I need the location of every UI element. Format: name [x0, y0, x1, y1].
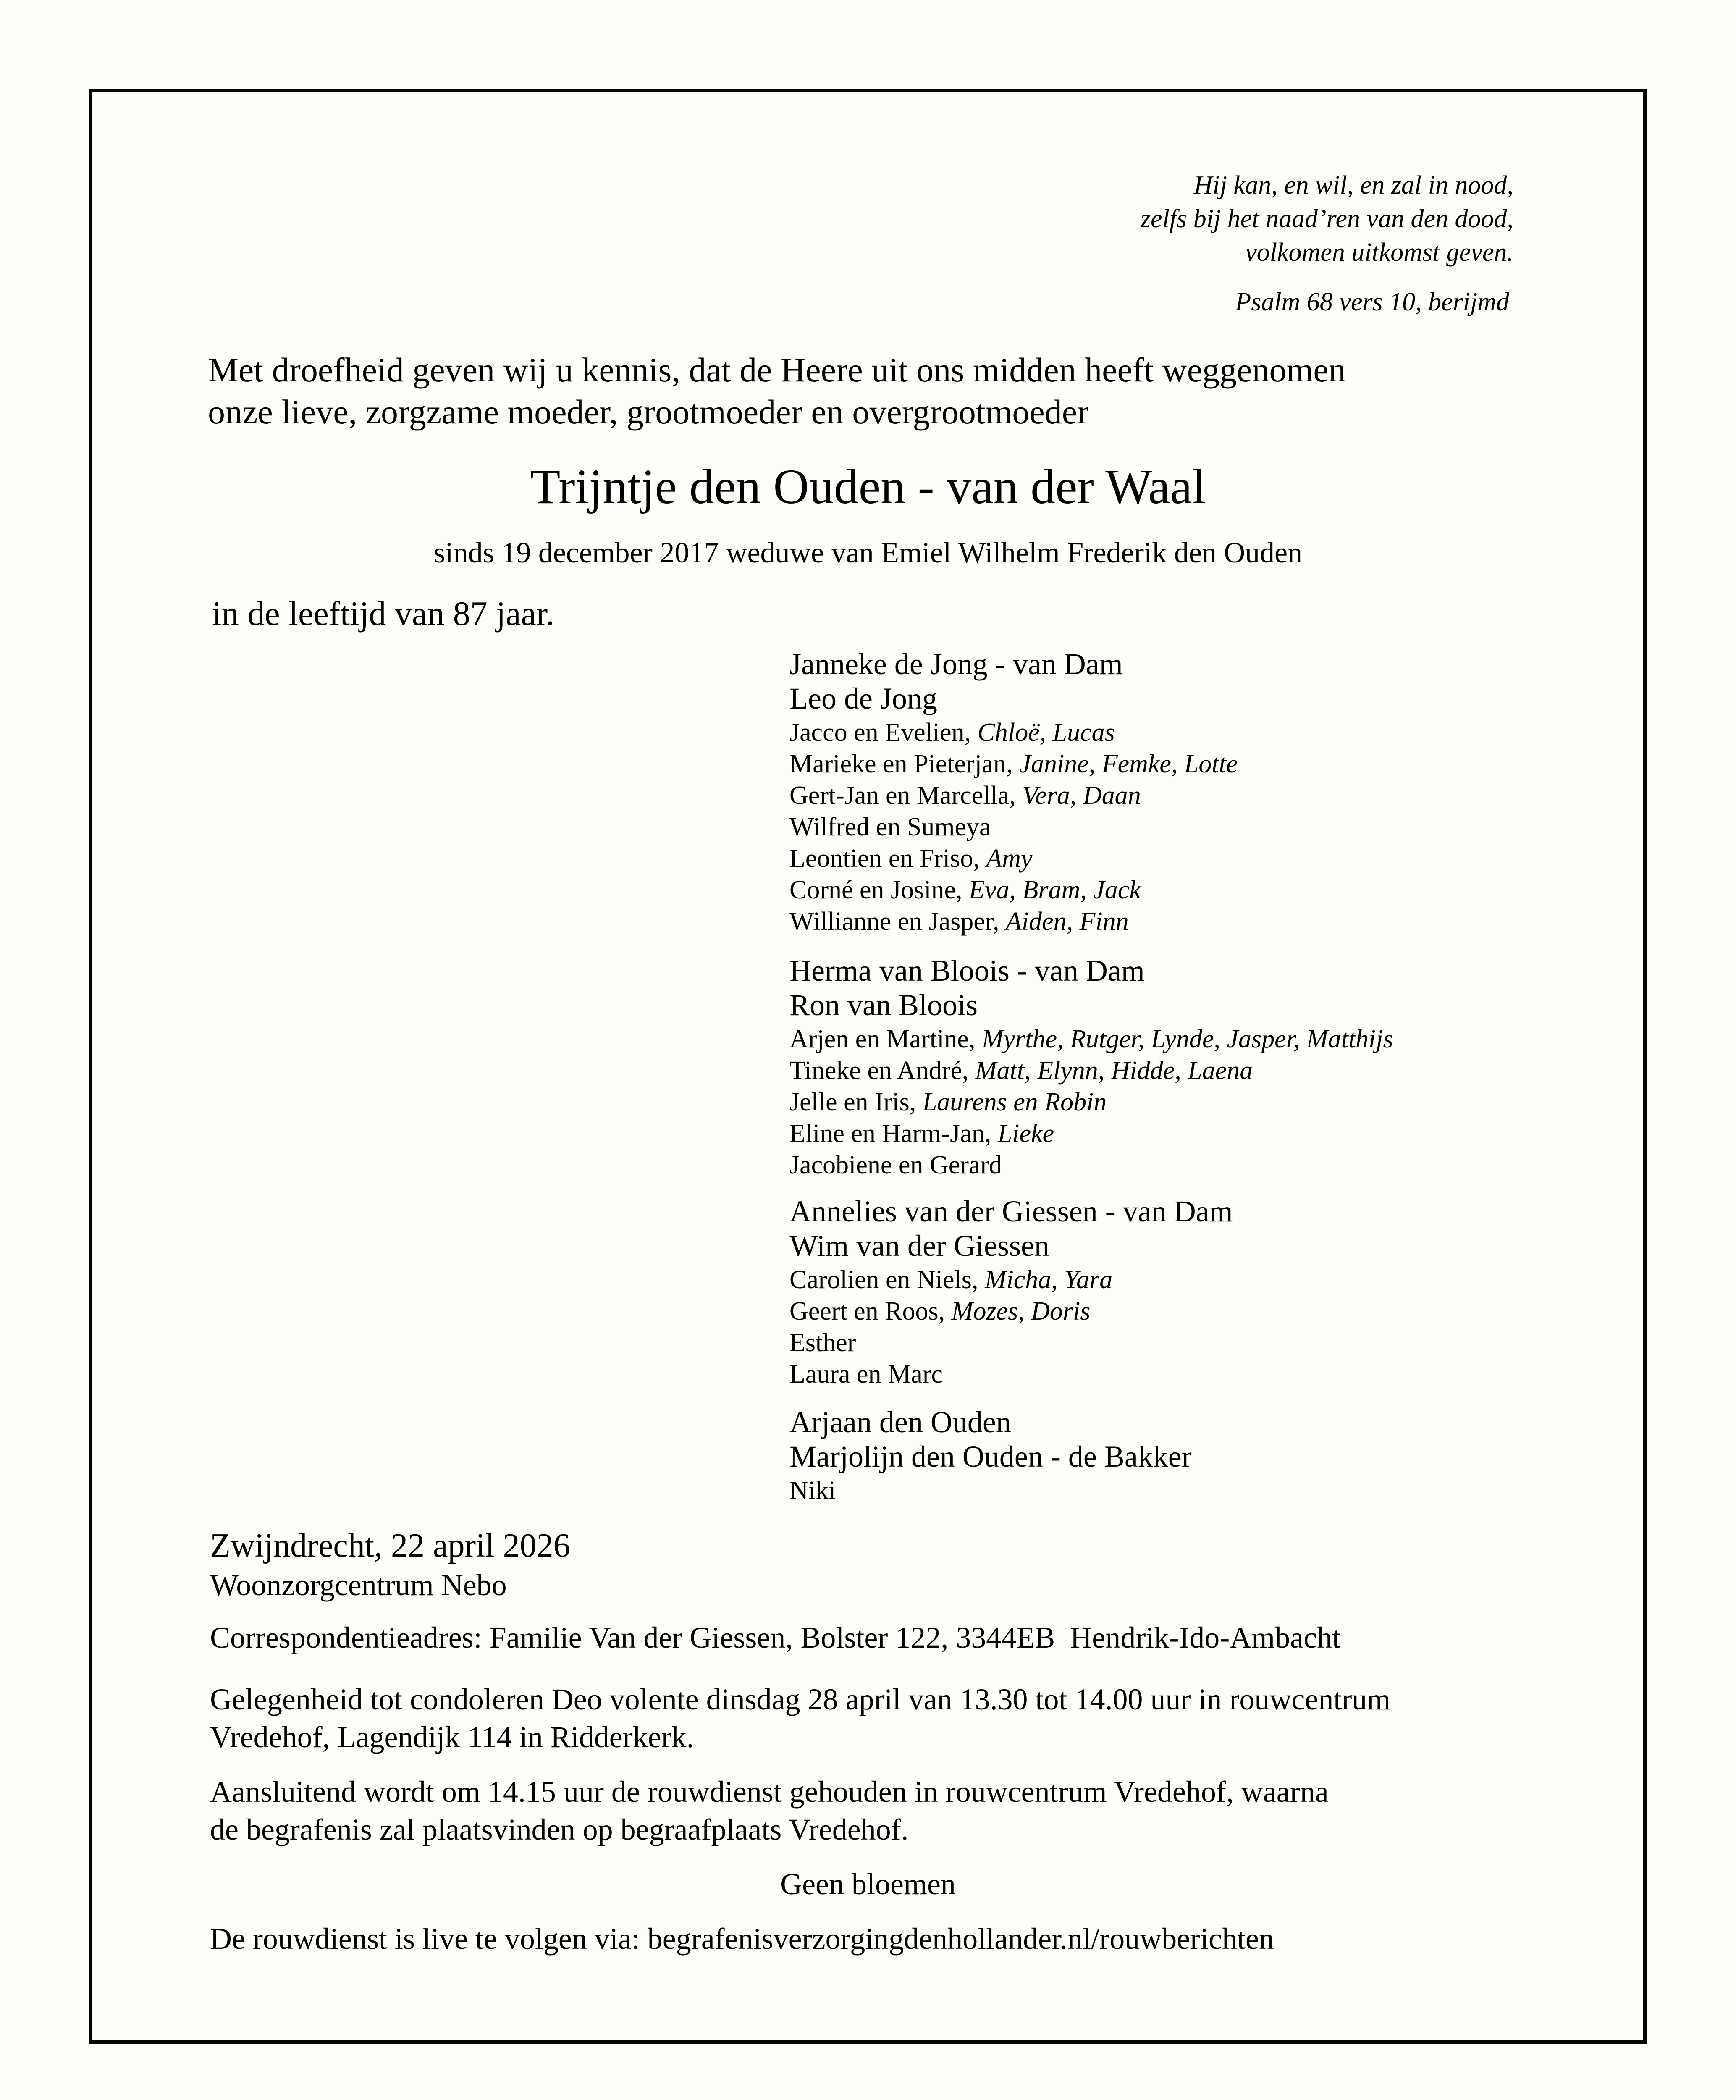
place-date: Zwijndrecht, 22 april 2026 [210, 1527, 570, 1564]
poem-line: zelfs bij het naad’ren van den dood, [1141, 205, 1513, 233]
deceased-name: Trijntje den Ouden - van der Waal [530, 459, 1206, 514]
family-grandchild-row [789, 877, 1141, 903]
family-grandchild-row [789, 1361, 943, 1387]
grandchild-names: Wilfred en Sumeya [789, 813, 991, 841]
grandchild-names: Tineke en André, [789, 1056, 969, 1085]
great-grandchildren-names: Matt, Elynn, Hidde, Laena [975, 1056, 1253, 1085]
great-grandchildren-names: Vera, Daan [1022, 781, 1141, 810]
grandchild-names: Marieke en Pieterjan, [789, 750, 1013, 778]
family-parent: Wim van der Giessen [789, 1229, 1049, 1263]
family-grandchild-row [789, 719, 1115, 746]
poem-line: Hij kan, en wil, en zal in nood, [1193, 171, 1513, 200]
great-grandchildren-names: Chloë, Lucas [977, 718, 1115, 747]
livestream-note: De rouwdienst is live te volgen via: begrafenisverzorgingdenhollander.nl/rouwberichten [210, 1922, 1274, 1956]
grandchild-names: Jacobiene en Gerard [789, 1151, 1002, 1179]
family-parent: Marjolijn den Ouden - de Bakker [789, 1440, 1192, 1473]
family-grandchild-row [789, 1298, 1090, 1324]
condolence-line-2: Vredehof, Lagendijk 114 in Ridderkerk. [210, 1720, 694, 1754]
family-parent: Janneke de Jong - van Dam [789, 647, 1123, 681]
grandchild-names: Jacco en Evelien, [789, 718, 971, 747]
family-grandchild-row [789, 1089, 1107, 1115]
great-grandchildren-names: Aiden, Finn [1005, 907, 1129, 936]
widow-line: sinds 19 december 2017 weduwe van Emiel Wilhelm Frederik den Ouden [433, 537, 1303, 569]
grandchild-names: Carolien en Niels, [789, 1265, 978, 1294]
service-line-1: Aansluitend wordt om 14.15 uur de rouwdienst gehouden in rouwcentrum Vredehof, waarna [210, 1775, 1329, 1809]
great-grandchildren-names: Janine, Femke, Lotte [1019, 750, 1238, 778]
condolence-line-1: Gelegenheid tot condoleren Deo volente dinsdag 28 april van 13.30 tot 14.00 uur in rouwcentrum [210, 1683, 1391, 1716]
announcement-line-2: onze lieve, zorgzame moeder, grootmoeder en overgrootmoeder [208, 393, 1089, 431]
great-grandchildren-names: Mozes, Doris [951, 1297, 1091, 1326]
grandchild-names: Geert en Roos, [789, 1297, 945, 1326]
age-line: in de leeftijd van 87 jaar. [212, 594, 555, 633]
family-grandchild-row [789, 751, 1238, 777]
great-grandchildren-names: Amy [986, 844, 1033, 873]
great-grandchildren-names: Laurens en Robin [922, 1088, 1107, 1116]
family-grandchild-row [789, 1026, 1393, 1052]
family-grandchild-row [789, 1330, 856, 1356]
great-grandchildren-names: Micha, Yara [984, 1265, 1113, 1294]
family-grandchild-row [789, 908, 1129, 934]
grandchild-names: Leontien en Friso, [789, 844, 980, 873]
family-grandchild-row [789, 1121, 1054, 1147]
grandchild-names: Eline en Harm-Jan, [789, 1119, 991, 1148]
poem-citation: Psalm 68 vers 10, berijmd [1235, 288, 1509, 316]
grandchild-names: Arjen en Martine, [789, 1025, 976, 1053]
family-grandchild-row [789, 782, 1141, 808]
family-grandchild-row [789, 1478, 836, 1504]
family-grandchild-row [789, 1152, 1002, 1178]
grandchild-names: Jelle en Iris, [789, 1088, 916, 1116]
grandchild-names: Niki [789, 1476, 836, 1505]
no-flowers-note: Geen bloemen [780, 1867, 956, 1901]
great-grandchildren-names: Myrthe, Rutger, Lynde, Jasper, Matthijs [981, 1025, 1393, 1053]
service-line-2: de begrafenis zal plaatsvinden op begraafplaats Vredehof. [210, 1813, 909, 1846]
family-parent: Leo de Jong [789, 682, 937, 715]
location: Woonzorgcentrum Nebo [210, 1568, 507, 1602]
grandchild-names: Gert-Jan en Marcella, [789, 781, 1016, 810]
announcement-line-1: Met droefheid geven wij u kennis, dat de Heere uit ons midden heeft weggenomen [208, 351, 1346, 389]
poem-line: volkomen uitkomst geven. [1245, 238, 1513, 267]
correspondence-address: Correspondentieadres: Familie Van der Giessen, Bolster 122, 3344EB Hendrik-Ido-Ambacht [210, 1621, 1341, 1654]
grandchild-names: Willianne en Jasper, [789, 907, 999, 936]
great-grandchildren-names: Lieke [997, 1119, 1054, 1148]
grandchild-names: Corné en Josine, [789, 876, 962, 904]
family-grandchild-row [789, 1058, 1253, 1084]
family-parent: Annelies van der Giessen - van Dam [789, 1194, 1233, 1228]
family-grandchild-row [789, 845, 1033, 872]
family-parent: Ron van Bloois [789, 988, 978, 1022]
family-grandchild-row [789, 814, 991, 840]
great-grandchildren-names: Eva, Bram, Jack [969, 876, 1141, 904]
grandchild-names: Laura en Marc [789, 1360, 943, 1389]
family-parent: Herma van Bloois - van Dam [789, 954, 1145, 987]
family-parent: Arjaan den Ouden [789, 1405, 1011, 1439]
grandchild-names: Esther [789, 1328, 856, 1357]
family-grandchild-row [789, 1267, 1112, 1293]
